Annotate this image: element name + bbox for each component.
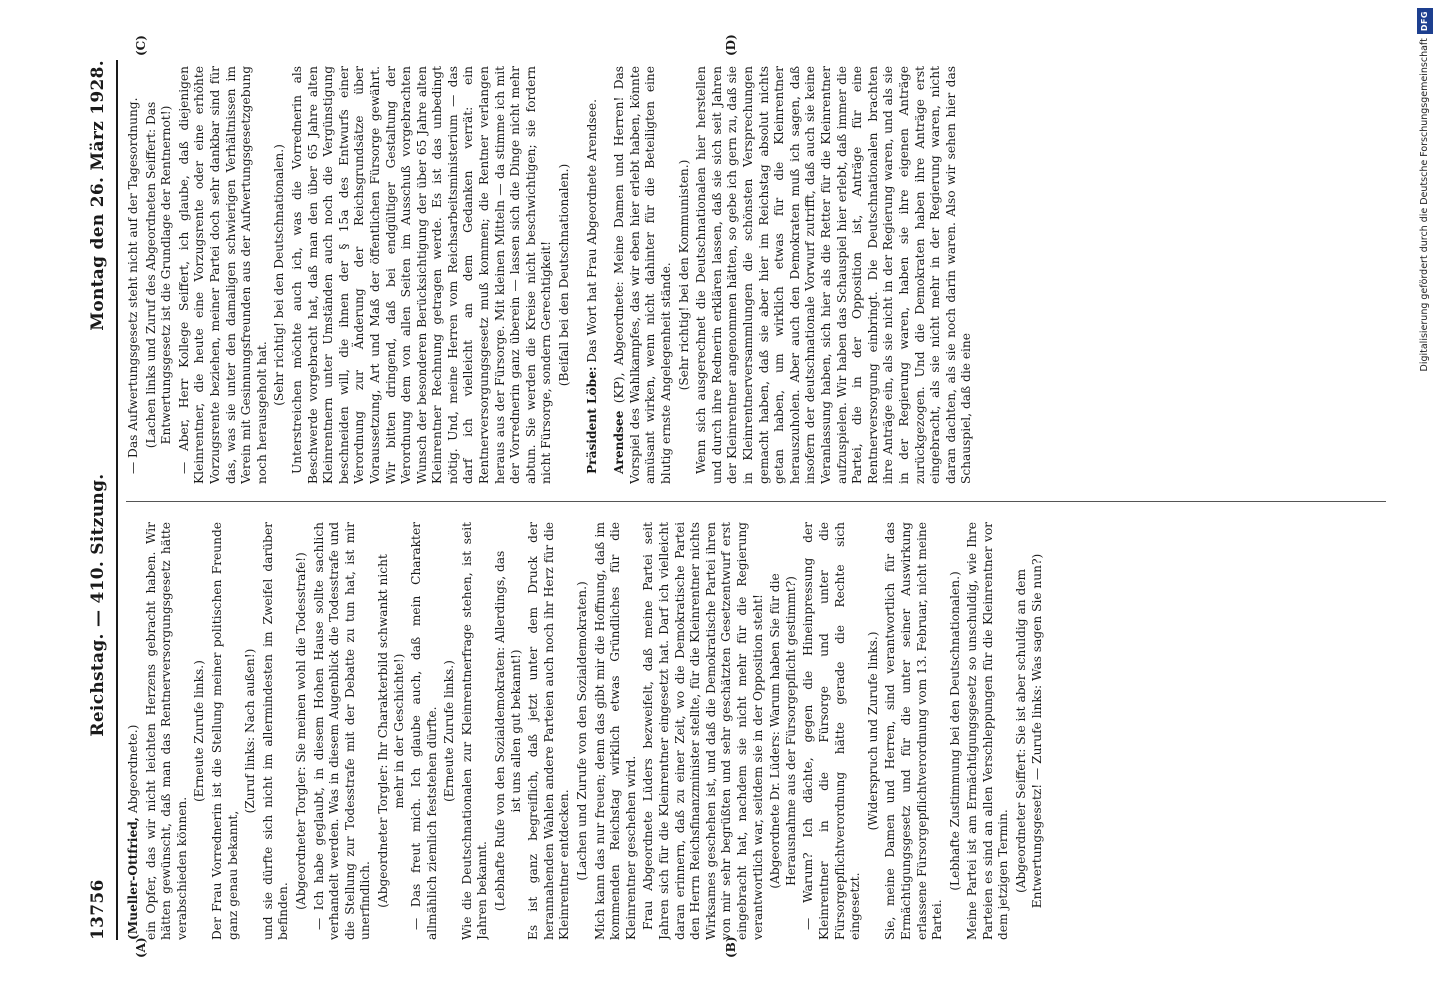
paragraph: und sie dürfte sich nicht im allermindesten im Zweifel darüber befinden. (260, 522, 291, 940)
paragraph: Der Frau Vorrednerin ist die Stellung meiner politischen Freunde ganz genau bekannt, (209, 522, 240, 940)
interjection: (Abgeordneter Torgler: Sie meinen wohl die Todesstrafe!) (293, 552, 308, 910)
paragraph: — Aber, Herr Kollege Seiffert, ich glaube, daß diejenigen Kleinrentner, die heute eine Vorzugsrente oder eine erhöhte Vorzugsrente beziehen, meiner Partei doch sehr dankbar sind für das, was sie unter den damaligen schwierigen Verhältnissen im Verein mit Gesinnungsfreunden aus der Aufwertungsgesetzgebung noch herausgeholt hat. (176, 66, 269, 484)
interjection: (Sehr richtig! bei den Deutschnationalen.) (272, 144, 287, 406)
spacer (575, 66, 585, 484)
margin-marker-a: (A) (134, 937, 148, 958)
page-number: 13756 (88, 879, 108, 940)
speaker-role: Abgeordnete.) (126, 724, 140, 814)
paragraph: — Warum? Ich dächte, gegen die Hineinpressung der Kleinrentner in die Fürsorge und unter die Fürsorgepflichtverordnung hätte gerade die Rechte sich eingesetzt. (801, 522, 863, 940)
paragraph: Wie die Deutschnationalen zur Kleinrentnerfrage stehen, ist seit Jahren bekannt. (459, 522, 490, 940)
arendsee-text: (KP), Abgeordnete: Meine Damen und Herren! Das Vorspiel des Wahlkampfes, das wir eben hier erlebt haben, könnte amüsant wirken, wenn nicht dahinter für die Beteiligten eine blutig ernste Angelegenheit stände. (612, 66, 673, 484)
interjection: (Erneute Zurufe links.) (442, 660, 457, 802)
interjection: (Erneute Zurufe links.) (192, 660, 207, 802)
interjection: (Abgeordneter Seiffert: Sie ist aber schuldig an dem Entwertungsgesetz! — Zurufe links: Was sagen Sie nun?) (1014, 553, 1044, 909)
dfg-attribution-text: Digitalisierung gefördert durch die Deutsche Forschungsgemeinschaft (1419, 38, 1430, 372)
paragraph: Es ist ganz begreiflich, daß jetzt unter dem Druck der herannahenden Wahlen andere Parteien auch noch ihr Herz für die Kleinrentner entdecken. (526, 522, 572, 940)
interjection: (Abgeordnete Dr. Lüders: Warum haben Sie für die Herausnahme aus der Fürsorgepflicht gestimmt?) (768, 573, 798, 889)
interjection: (Widerspruch und Zurufe links.) (865, 631, 880, 831)
paragraph: ein Opfer, das wir nicht leichten Herzens gebracht haben. Wir hätten gewünscht, daß man das Rentnerversorgungsgesetz hätte verabschieden können. (143, 522, 189, 940)
paragraph: Wenn sich ausgerechnet die Deutschnationalen hier herstellen und durch ihre Rednerin erklären lassen, daß sie sich seit Jahren der Kleinrentner angenommen hätten, so gebe ich gern zu, daß sie in Kleinrentnerversammlungen die schönsten Versprechungen gemacht haben, daß sie aber hier im Reichstag absolut nichts getan haben, um wirklich etwas für die Kleinrentner herauszuholen. Aber auch den Demokraten muß ich sagen, daß insofern der deutschnationale Vorwurf zutrifft, daß auch sie keine Veranlassung haben, sich hier als die Retter für die Kleinrentner aufzuspielen. Wir haben das Schauspiel hier erlebt, daß immer die Partei, die in der Opposition ist, Anträge für eine Rentnerversorgung einbringt. Die Deutschnationalen brachten ihre Anträge ein, als sie nicht in der Regierung waren, und als sie in der Regierung waren, haben sie ihre eigenen Anträge zurückgezogen. Und die Demokraten haben ihre Anträge erst eingebracht, als sie nicht mehr in der Regierung waren, nicht daran dachten, als sie noch darin waren. Also wir sehen hier das Schauspiel, daß die eine (694, 66, 974, 484)
interjection: (Lebhafte Zustimmung bei den Deutschnationalen.) (947, 571, 962, 891)
president-text: Das Wort hat Frau Abgeordnete Arendsee. (584, 99, 599, 363)
interjection: (Lebhafte Rufe von den Sozialdemokraten: Allerdings, das ist uns allen gut bekannt!) (493, 550, 523, 912)
paragraph: — Das Aufwertungsgesetz steht nicht auf der Tagesordnung. (126, 97, 140, 474)
dfg-attribution (1418, 8, 1432, 992)
page-header (82, 60, 114, 940)
header-rule (116, 60, 118, 940)
president-paragraph (585, 66, 601, 484)
interjection: (Beifall bei den Deutschnationalen.) (557, 163, 572, 387)
paragraph: Sie, meine Damen und Herren, sind verantwortlich für das Ermächtigungsgesetz und für die unter seiner Auswirkung erlassene Fürsorgepflichtverordnung vom 13. Februar, nicht meine Partei. (883, 522, 945, 940)
margin-marker-d: (D) (724, 34, 738, 56)
arendsee-paragraph (612, 66, 674, 484)
rotated-page (82, 34, 1408, 958)
spacer (602, 66, 612, 484)
interjection: (Lachen links und Zuruf des Abgeordneten Seiffert: Das Entwertungsgesetz ist die Grundlage der Rentnernot!) (143, 101, 174, 449)
president-name: Präsident Löbe: (584, 366, 599, 474)
paragraph: Meine Partei ist am Ermächtigungsgesetz so unschuldig, wie Ihre Parteien es sind an allen Verschleppungen für die Kleinrentner vor dem jetzigen Termin. (965, 522, 1011, 940)
interjection: (Sehr richtig! bei den Kommunisten.) (676, 159, 691, 391)
paragraph: Unterstreichen möchte auch ich, was die Vorrednerin als Beschwerde vorgebracht hat, daß man den über 65 Jahre alten Kleinrentnern unter Umständen auch noch die Vergünstigung beschneiden will, die ihnen der § 15a des Entwurfs einer Verordnung zur Änderung der Reichsgrundsätze über Voraussetzung, Art und Maß der öffentlichen Fürsorge gewährt. Wir bitten dringend, daß bei endgültiger Gestaltung der Verordnung dem von allen Seiten im Ausschuß vorgebrachten Wunsch der besonderen Berücksichtigung der über 65 Jahre alten Kleinrentner Rechnung getragen werde. Es ist das unbedingt nötig. Und, meine Herren vom Reichsarbeitsministerium — das darf ich vielleicht an dem Gedanken verrät: ein Rentnerversorgungsgesetz muß kommen; die Rentner verlangen heraus aus der Fürsorge. Mit kleinen Mitteln — da stimme ich mit der Vorrednerin ganz überein — lassen sich die Dinge nicht mehr abtun. Sie werden die Kreise nicht beschwichtigen; sie fordern nicht Fürsorge, sondern Gerechtigkeit! (289, 66, 554, 484)
paragraph: Frau Abgeordnete Lüders bezweifelt, daß meine Partei seit Jahren sich für die Kleinrentner eingesetzt hat. Darf ich vielleicht daran erinnern, daß zu einer Zeit, wo die Demokratische Partei den Herrn Reichsfinanzminister stellte, für die Kleinrentner nichts Wirksames geschehen ist, und daß die Demokratische Partei ihren von mir sehr begrüßten und sehr geschätzten Gesetzentwurf erst eingebracht hat, nachdem sie nicht mehr für die Regierung verantwortlich war, seitdem sie in der Opposition steht! (641, 522, 765, 940)
paragraph: Mich kann das nur freuen; denn das gibt mir die Hoffnung, daß im kommenden Reichstag wirklich etwas Gründliches für die Kleinrentner geschehen wird. (592, 522, 638, 940)
speaker-heading (126, 522, 142, 940)
dfg-logo-icon: DFG (1417, 8, 1433, 34)
left-column (126, 522, 1396, 940)
dfg-attribution-text-wrap (1418, 8, 1432, 992)
interjection: (Abgeordneter Torgler: Ihr Charakterbild schwankt nicht mehr in der Geschichte!) (375, 554, 406, 908)
margin-marker-c: (C) (134, 35, 148, 56)
margin-marker-b: (B) (724, 936, 738, 958)
interjection: (Zuruf links: Nach außen!) (243, 648, 258, 814)
arendsee-name: Arendsee (612, 410, 627, 474)
session-date: Montag den 26. März 1928. (88, 60, 108, 331)
paragraph: — Das freut mich. Ich glaube auch, daß mein Charakter allmählich ziemlich feststehen dürfte. (409, 522, 439, 940)
right-column (126, 66, 1396, 484)
interjection: (Lachen und Zurufe von den Sozialdemokraten.) (575, 581, 590, 881)
session-title: Reichstag. — 410. Sitzung. (88, 473, 108, 737)
paragraph: — Ich habe geglaubt, in diesem Hohen Hause sollte sachlich verhandelt werden. Was in diesem Augenblick die Todesstrafe und die Stellung zur Todesstrafe mit der Debatte zu tun hat, ist mir unerfindlich. (311, 522, 373, 940)
column-divider (126, 501, 1386, 502)
speaker-name: (Mueller-Ottfried, (126, 816, 140, 940)
